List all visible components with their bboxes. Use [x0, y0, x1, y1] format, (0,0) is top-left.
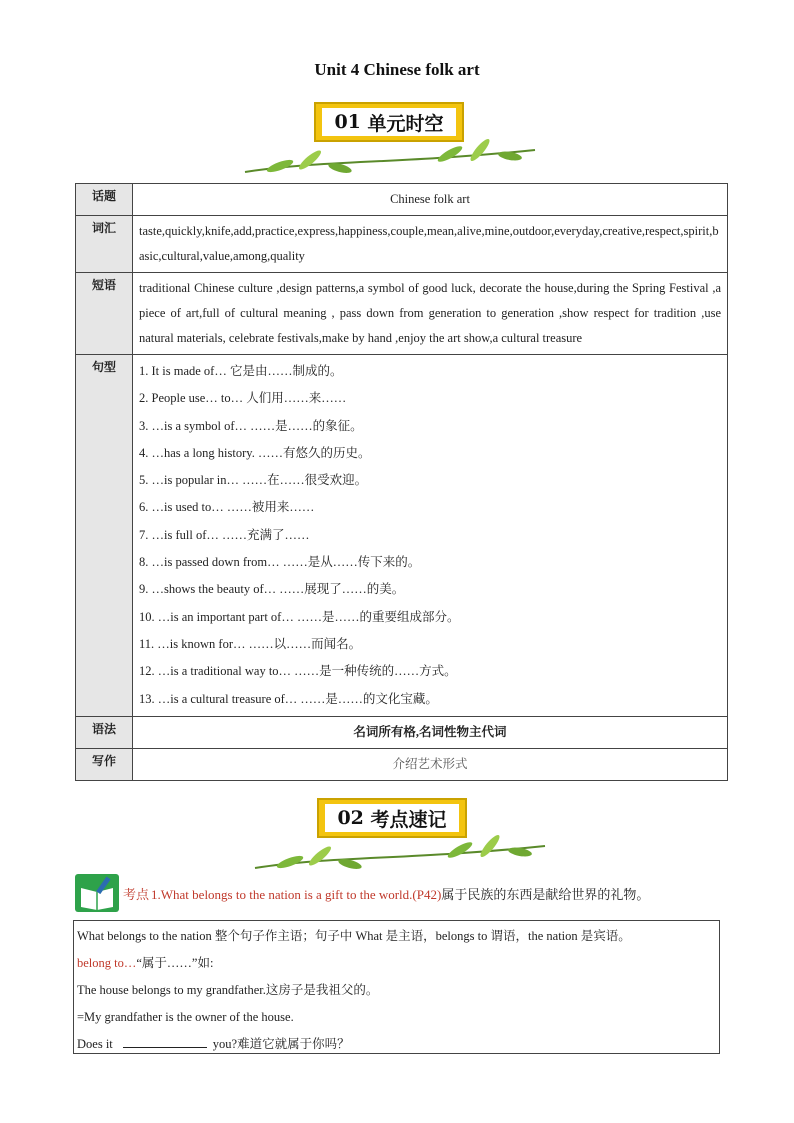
list-item: 4. …has a long history. ……有悠久的历史。 [139, 445, 371, 460]
phrase-label: 短语 [76, 273, 133, 355]
list-item: 1. It is made of… 它是由……制成的。 [139, 364, 343, 378]
kaodian-number: 1. [151, 886, 161, 902]
kaodian-label: 考点 [123, 887, 150, 903]
kaodian-sentence [151, 884, 649, 903]
unit-overview-table [75, 183, 728, 781]
phrase-value: traditional Chinese culture ,design patterns,a symbol of good luck, decorate the house,during the Spring Festival ,a piece of art,full of cultural meaning , pass down from generation to generation ,show respect for tradition ,use natural materials, celebrate festivals,make by hand ,enjoy the art show,a cultural treasure [133, 273, 728, 355]
kaodian-translation: 属于民族的东西是献给世界的礼物。 [441, 886, 650, 902]
list-item: 6. …is used to… ……被用来…… [139, 500, 315, 515]
section-banner-2 [0, 798, 794, 868]
section-banner-1 [0, 102, 794, 172]
table-row [76, 184, 728, 216]
table-row [76, 716, 728, 748]
table-row [76, 748, 728, 780]
phrase-meaning: “属于……”如: [136, 956, 214, 970]
phrase-highlight: belong to… [77, 956, 137, 970]
note-line [77, 952, 716, 979]
kaodian-english: What belongs to the nation is a gift to the world.(P42) [160, 886, 442, 902]
document-title: Unit 4 Chinese folk art [314, 60, 480, 79]
list-item: 13. …is a cultural treasure of… ……是……的文化宝藏。 [139, 691, 438, 706]
list-item: 9. …shows the beauty of… ……展现了……的美。 [139, 582, 405, 597]
note-line [77, 1033, 716, 1060]
section-title: 单元时空 [367, 112, 444, 135]
table-row [76, 355, 728, 717]
pattern-label: 句型 [76, 355, 133, 717]
list-item: 8. …is passed down from… ……是从……传下来的。 [139, 555, 421, 570]
note-line: What belongs to the nation 整个句子作主语；句子中 What 是主语，belongs to 谓语，the nation 是宾语。 [77, 929, 631, 943]
list-item: 2. People use… to… 人们用……来…… [139, 391, 347, 406]
exercise-prefix: Does it [77, 1037, 113, 1051]
pattern-list [133, 355, 728, 717]
vocab-label: 词汇 [76, 216, 133, 273]
note-line: The house belongs to my grandfather.这房子是我祖父的。 [77, 983, 379, 997]
list-item: 7. …is full of… ……充满了…… [139, 527, 310, 542]
writing-value: 介绍艺术形式 [133, 748, 728, 780]
list-item: 10. …is an important part of… ……是……的重要组成部分。 [139, 609, 460, 624]
grammar-value: 名词所有格,名词性物主代词 [133, 716, 728, 748]
book-pencil-icon [75, 874, 119, 912]
answer-blank[interactable] [123, 1035, 207, 1048]
list-item: 11. …is known for… ……以……而闻名。 [139, 636, 362, 651]
section-number: 01 [334, 111, 361, 133]
table-row [76, 273, 728, 355]
section-title: 考点速记 [370, 808, 447, 831]
table-row [76, 216, 728, 273]
kaodian-heading [75, 873, 649, 913]
section-number: 02 [337, 807, 364, 829]
writing-label: 写作 [76, 748, 133, 780]
section-label-box [317, 798, 467, 838]
exercise-suffix: you?难道它就属于你吗？ [212, 1037, 350, 1051]
list-item: 12. …is a traditional way to… ……是一种传统的……方式。 [139, 664, 457, 679]
grammar-label: 语法 [76, 716, 133, 748]
section-label-box [314, 102, 464, 142]
note-line: =My grandfather is the owner of the house. [77, 1010, 294, 1024]
topic-value: Chinese folk art [133, 184, 728, 216]
vocab-value: taste,quickly,knife,add,practice,express,happiness,couple,mean,alive,mine,outdoor,everyday,creative,respect,spirit,basic,cultural,value,among,quality [133, 216, 728, 273]
list-item: 3. …is a symbol of… ……是……的象征。 [139, 418, 363, 433]
explanation-box [73, 920, 720, 1054]
topic-label: 话题 [76, 184, 133, 216]
list-item: 5. …is popular in… ……在……很受欢迎。 [139, 473, 368, 488]
